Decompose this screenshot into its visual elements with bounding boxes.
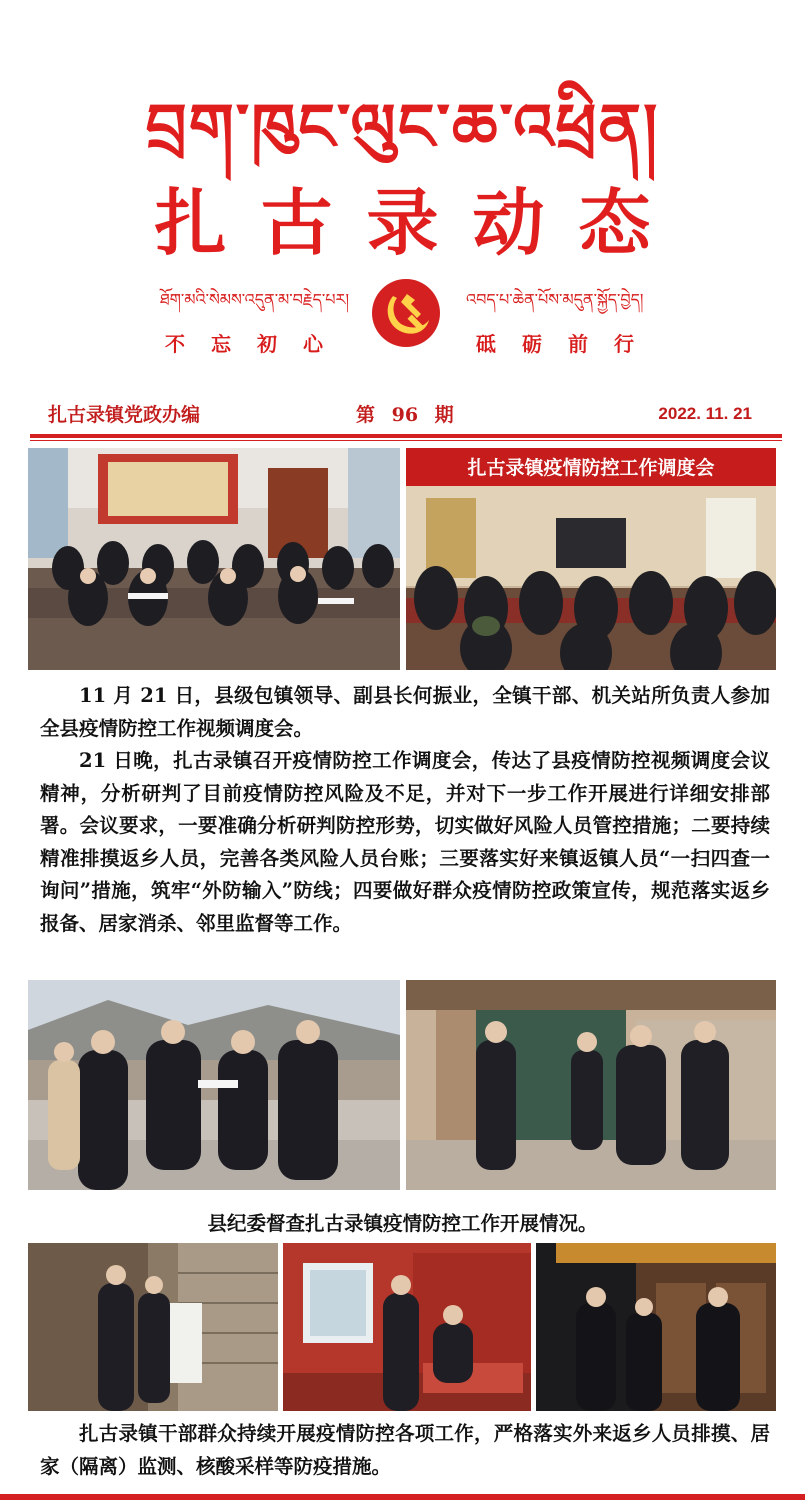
work-photo-household (28, 1243, 278, 1411)
footer-rule (0, 1494, 805, 1500)
work-photo-indoor (283, 1243, 531, 1411)
closing-text-block (40, 1418, 770, 1483)
slogan-right-tibetan: འབད་པ་ཆེན་པོས་མདུན་སྐྱོད་བྱེད། (466, 290, 644, 309)
issue-date: 2022. 11. 21 (658, 404, 752, 423)
work-photo-night-gate (536, 1243, 776, 1411)
meeting-photo-video-conference (28, 448, 400, 670)
banner-text: 扎古录镇疫情防控工作调度会 (467, 457, 715, 479)
slogan-left-tibetan: ཐོག་མའི་སེམས་འདུན་མ་བརྗེད་པར། (160, 290, 350, 309)
inspection-photo-gate (406, 980, 776, 1190)
inspection-caption: 县纪委督查扎古录镇疫情防控工作开展情况。 (207, 1212, 598, 1235)
article-body (40, 680, 770, 940)
slogan-right: 砥砺前行 (476, 332, 660, 356)
header-rule-thin (30, 440, 782, 441)
tibetan-title: བྲག་ཁུང་ལུང་ཆ་འཕྲིན། (145, 90, 660, 165)
meeting-photo-dispatch-conference (406, 448, 776, 670)
issue-number: 第 96 期 (356, 404, 454, 426)
issue-editor: 扎古录镇党政办编 (48, 404, 201, 426)
masthead (0, 0, 805, 370)
closing-text: 扎古录镇干部群众持续开展疫情防控各项工作，严格落实外来返乡人员排摸、居家（隔离）监测、核酸采样等防疫措施。 (40, 1422, 770, 1478)
party-emblem-icon (371, 278, 441, 348)
header-rule (30, 434, 782, 438)
slogan-left: 不忘初心 (165, 332, 349, 356)
article-paragraph-1: 11 月 21 日，县级包镇领导、副县长何振业，全镇干部、机关站所负责人参加全县疫情防控工作视频调度会。 (40, 684, 770, 740)
newsletter-title: 扎古录动态 (154, 181, 685, 265)
article-paragraph-2: 21 日晚，扎古录镇召开疫情防控工作调度会，传达了县疫情防控视频调度会议精神，分析研判了目前疫情防控风险及不足，并对下一步工作开展进行详细安排部署。会议要求，一要准确分析研判防控形势，切实做好风险人员管控措施；二要持续精准排摸返乡人员，完善各类风险人员台账；三要落实好来镇返镇人员“一扫四查一询问”措施，筑牢“外防输入”防线；四要做好群众疫情防控政策宣传，规范落实返乡报备、居家消杀、邻里监督等工作。 (40, 749, 770, 935)
inspection-photo-street (28, 980, 400, 1190)
